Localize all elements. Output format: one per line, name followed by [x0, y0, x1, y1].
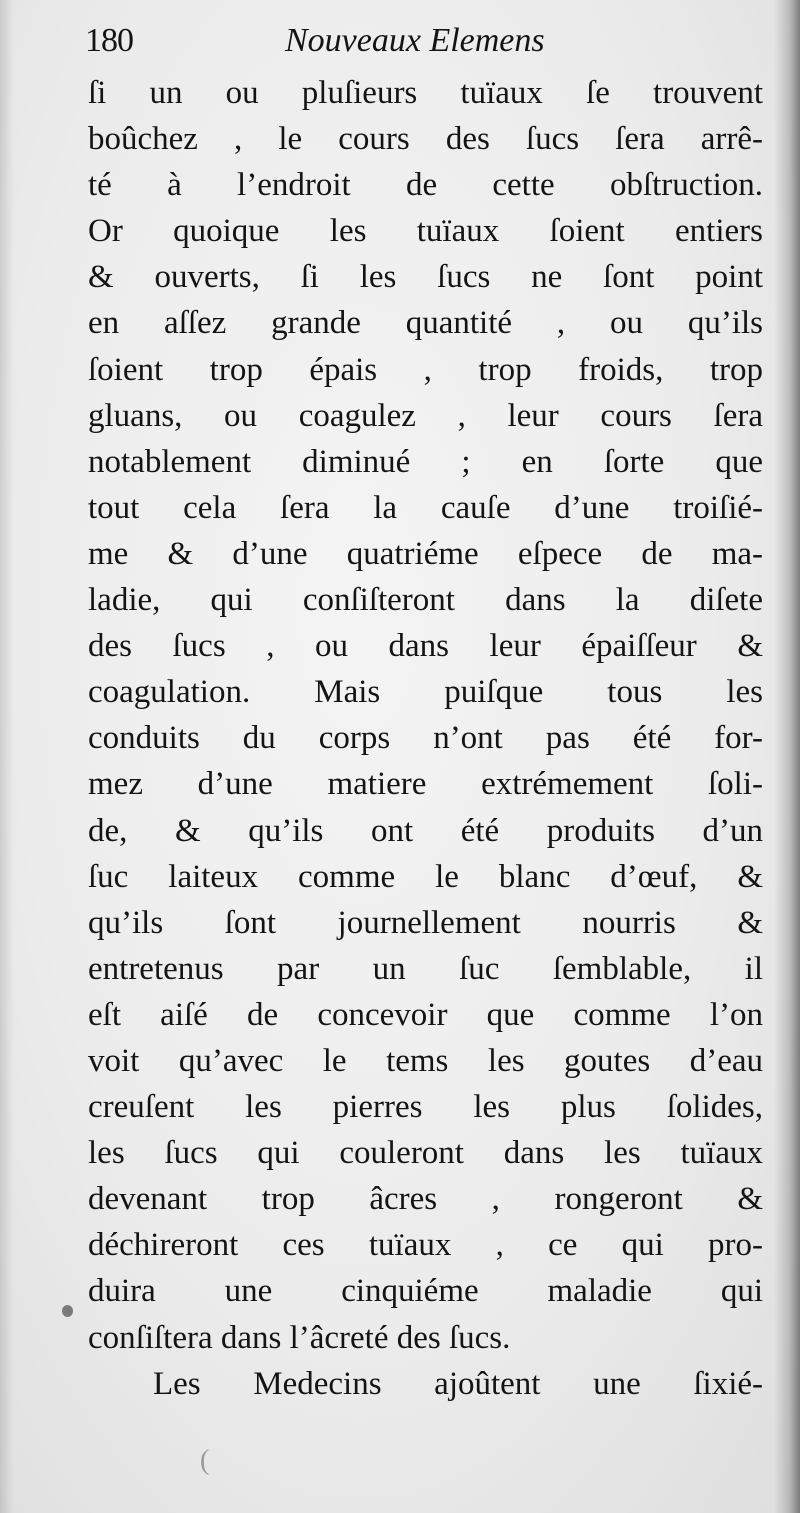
text-line: ſuc laiteux comme le blanc d’œuf, & — [88, 858, 763, 895]
text-line: les ſucs qui couleront dans les tuïaux — [88, 1135, 763, 1172]
text-line: & ouverts, ſi les ſucs ne ſont point — [88, 259, 763, 296]
ink-speck — [62, 1305, 73, 1317]
text-line: en aſſez grande quantité , ou qu’ils — [88, 305, 763, 342]
text-line: qu’ils ſont journellement nourris & — [88, 904, 763, 941]
text-line: té à l’endroit de cette obſtruction. — [88, 167, 763, 204]
text-line: de, & qu’ils ont été produits d’un — [88, 812, 763, 849]
text-line: coagulation. Mais puiſque tous les — [88, 674, 763, 711]
paragraph-last-line: conſiſtera dans l’âcreté des ſucs. — [88, 1319, 511, 1356]
text-line: mez d’une matiere extrémement ſoli- — [88, 766, 763, 803]
text-line: creuſent les pierres les plus ſolides, — [88, 1089, 763, 1126]
text-line: devenant trop âcres , rongeront & — [88, 1181, 763, 1218]
text-line: voit qu’avec le tems les goutes d’eau — [88, 1042, 763, 1079]
text-line: boûchez , le cours des ſucs ſera arrê- — [88, 121, 763, 158]
text-line: eſt aiſé de concevoir que comme l’on — [88, 996, 763, 1033]
text-line: ſoient trop épais , trop froids, trop — [88, 351, 763, 388]
paragraph-first-line: Les Medecins ajoûtent une ſixié- — [153, 1365, 763, 1402]
text-line: ſi un ou pluſieurs tuïaux ſe trouvent — [88, 75, 763, 111]
body-text — [88, 70, 763, 1407]
text-line: notablement diminué ; en ſorte que — [88, 443, 763, 480]
gutter-shadow — [774, 0, 800, 1513]
text-line: tout cela ſera la cauſe d’une troiſié- — [88, 489, 763, 526]
running-title: Nouveaux Elemens — [285, 22, 545, 59]
page-header — [85, 22, 765, 72]
text-line: ladie, qui conſiſteront dans la diſete — [88, 582, 763, 619]
text-line: entretenus par un ſuc ſemblable, il — [88, 950, 763, 987]
stray-mark: ( — [200, 1445, 210, 1476]
text-line: gluans, ou coagulez , leur cours ſera — [88, 397, 763, 434]
text-line: me & d’une quatriéme eſpece de ma- — [88, 535, 763, 572]
text-line: Or quoique les tuïaux ſoient entiers — [88, 213, 763, 250]
page-number: 180 — [85, 22, 133, 59]
text-line: déchireront ces tuïaux , ce qui pro- — [88, 1227, 763, 1264]
page-left-edge — [0, 0, 14, 1513]
text-line: duira une cinquiéme maladie qui — [88, 1273, 763, 1310]
text-line: conduits du corps n’ont pas été for- — [88, 720, 763, 757]
text-line: des ſucs , ou dans leur épaiſſeur & — [88, 628, 763, 665]
